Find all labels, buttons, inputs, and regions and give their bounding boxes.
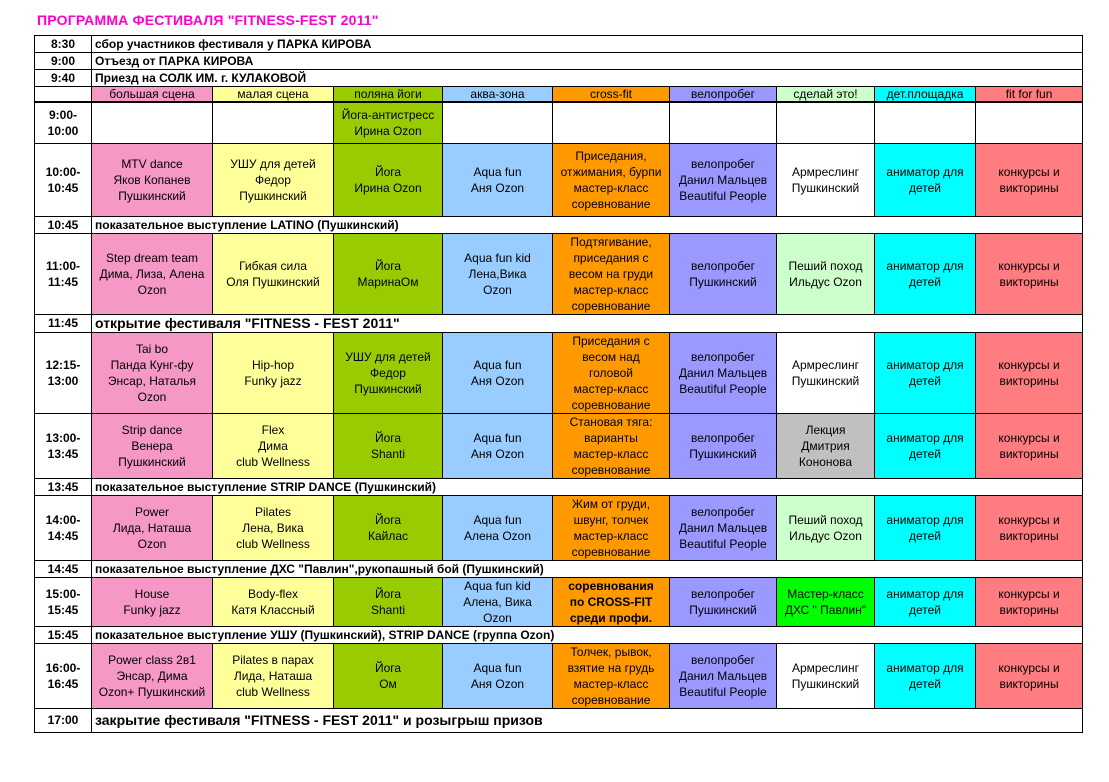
activity-cell: Жим от груди, швунг, толчек мастер-класс соревнование xyxy=(553,495,670,560)
activity-cell: Армреслинг Пушкинский xyxy=(777,332,875,413)
activity-cell xyxy=(553,102,670,143)
activity-cell: Гибкая сила Оля Пушкинский xyxy=(213,233,334,314)
activity-cell: Йога-антистресс Ирина Ozon xyxy=(334,102,443,143)
event-text: показательное выступление ДХС "Павлин",рукопашный бой (Пушкинский) xyxy=(92,560,1083,577)
activity-cell xyxy=(670,102,777,143)
activity-cell: Strip dance Венера Пушкинский xyxy=(92,413,213,478)
time-slot-row xyxy=(35,143,1083,216)
event-row xyxy=(35,560,1083,577)
event-row xyxy=(35,708,1083,732)
activity-cell xyxy=(875,102,976,143)
activity-cell: аниматор для детей xyxy=(875,495,976,560)
activity-cell: Йога Ом xyxy=(334,643,443,708)
activity-cell xyxy=(443,102,553,143)
intro-row xyxy=(35,36,1083,53)
activity-cell: Армреслинг Пушкинский xyxy=(777,143,875,216)
activity-cell: Становая тяга: варианты мастер-класс соревнование xyxy=(553,413,670,478)
activity-cell xyxy=(777,102,875,143)
activity-cell: Pilates Лена, Вика club Wellness xyxy=(213,495,334,560)
time-slot-row xyxy=(35,643,1083,708)
activity-cell: Step dream team Дима, Лиза, Алена Ozon xyxy=(92,233,213,314)
activity-cell: УШУ для детей Федор Пушкинский xyxy=(334,332,443,413)
activity-cell: Лекция Дмитрия Кононова xyxy=(777,413,875,478)
slot-time: 15:00- 15:45 xyxy=(35,577,92,626)
venue-header-row xyxy=(35,87,1083,103)
time-slot-row xyxy=(35,495,1083,560)
header-corner xyxy=(35,87,92,103)
activity-cell: аниматор для детей xyxy=(875,143,976,216)
activity-cell: конкурсы и викторины xyxy=(976,643,1083,708)
activity-cell: Йога Shanti xyxy=(334,577,443,626)
time-slot-row xyxy=(35,413,1083,478)
activity-cell xyxy=(213,102,334,143)
venue-header: сделай это! xyxy=(777,87,875,103)
venue-header: fit for fun xyxy=(976,87,1083,103)
slot-time: 14:45 xyxy=(35,560,92,577)
slot-time: 14:00- 14:45 xyxy=(35,495,92,560)
intro-text: Отъезд от ПАРКА КИРОВА xyxy=(92,53,1083,70)
activity-cell: УШУ для детей Федор Пушкинский xyxy=(213,143,334,216)
activity-cell: Йога Ирина Ozon xyxy=(334,143,443,216)
activity-cell: аниматор для детей xyxy=(875,332,976,413)
activity-cell: Hip-hop Funky jazz xyxy=(213,332,334,413)
activity-cell: Толчек, рывок, взятие на грудь мастер-класс соревнование xyxy=(553,643,670,708)
activity-cell: Tai bo Панда Кунг-фу Энсар, Наталья Ozon xyxy=(92,332,213,413)
intro-time: 9:00 xyxy=(35,53,92,70)
activity-cell: аниматор для детей xyxy=(875,413,976,478)
activity-cell: соревнования по CROSS-FIT среди профи. xyxy=(553,577,670,626)
intro-time: 8:30 xyxy=(35,36,92,53)
activity-cell: Пеший поход Ильдус Ozon xyxy=(777,233,875,314)
event-row xyxy=(35,478,1083,495)
event-text: показательное выступление LATINO (Пушкинский) xyxy=(92,216,1083,233)
slot-time: 13:45 xyxy=(35,478,92,495)
time-slot-row xyxy=(35,577,1083,626)
activity-cell: Aqua fun Аня Ozon xyxy=(443,332,553,413)
activity-cell xyxy=(976,102,1083,143)
activity-cell: Мастер-класс ДХС " Павлин" xyxy=(777,577,875,626)
activity-cell: конкурсы и викторины xyxy=(976,495,1083,560)
activity-cell: велопробег Данил Мальцев Beautiful People xyxy=(670,643,777,708)
slot-time: 10:00- 10:45 xyxy=(35,143,92,216)
activity-cell: Aqua fun Аня Ozon xyxy=(443,143,553,216)
activity-cell: Пеший поход Ильдус Ozon xyxy=(777,495,875,560)
slot-time: 9:00- 10:00 xyxy=(35,102,92,143)
venue-header: поляна йоги xyxy=(334,87,443,103)
activity-cell: велопробег Пушкинский xyxy=(670,577,777,626)
event-text: показательное выступление STRIP DANCE (Пушкинский) xyxy=(92,478,1083,495)
activity-cell: Aqua fun Аня Ozon xyxy=(443,413,553,478)
activity-cell: Aqua fun kid Лена,Вика Ozon xyxy=(443,233,553,314)
venue-header: cross-fit xyxy=(553,87,670,103)
event-text: открытие фестиваля "FITNESS - FEST 2011" xyxy=(92,314,1083,332)
time-slot-row xyxy=(35,102,1083,143)
activity-cell: конкурсы и викторины xyxy=(976,233,1083,314)
activity-cell: конкурсы и викторины xyxy=(976,577,1083,626)
activity-cell: Приседания с весом над головой мастер-класс соревнование xyxy=(553,332,670,413)
activity-cell: аниматор для детей xyxy=(875,643,976,708)
schedule-table xyxy=(34,35,1083,733)
activity-cell: Aqua fun kid Алена, Вика Ozon xyxy=(443,577,553,626)
venue-header: аква-зона xyxy=(443,87,553,103)
venue-header: дет.площадка xyxy=(875,87,976,103)
activity-cell: Pilates в парах Лида, Наташа club Wellness xyxy=(213,643,334,708)
activity-cell: Приседания, отжимания, бурпи мастер-класс соревнование xyxy=(553,143,670,216)
activity-cell: конкурсы и викторины xyxy=(976,143,1083,216)
intro-row xyxy=(35,53,1083,70)
venue-header: малая сцена xyxy=(213,87,334,103)
activity-cell: велопробег Пушкинский xyxy=(670,413,777,478)
slot-time: 11:45 xyxy=(35,314,92,332)
activity-cell: Йога Кайлас xyxy=(334,495,443,560)
time-slot-row xyxy=(35,332,1083,413)
slot-time: 10:45 xyxy=(35,216,92,233)
activity-cell: Подтягивание, приседания с весом на груди мастер-класс соревнование xyxy=(553,233,670,314)
activity-cell: велопробег Пушкинский xyxy=(670,233,777,314)
intro-time: 9:40 xyxy=(35,70,92,87)
slot-time: 11:00- 11:45 xyxy=(35,233,92,314)
venue-header: велопробег xyxy=(670,87,777,103)
activity-cell: Flex Дима club Wellness xyxy=(213,413,334,478)
intro-text: Приезд на СОЛК ИМ. г. КУЛАКОВОЙ xyxy=(92,70,1083,87)
time-slot-row xyxy=(35,233,1083,314)
intro-row xyxy=(35,70,1083,87)
event-text: закрытие фестиваля "FITNESS - FEST 2011" и розыгрыш призов xyxy=(92,708,1083,732)
activity-cell: конкурсы и викторины xyxy=(976,413,1083,478)
activity-cell: Армреслинг Пушкинский xyxy=(777,643,875,708)
activity-cell: MTV dance Яков Копанев Пушкинский xyxy=(92,143,213,216)
event-row xyxy=(35,626,1083,643)
venue-header: большая сцена xyxy=(92,87,213,103)
activity-cell: Йога Shanti xyxy=(334,413,443,478)
activity-cell xyxy=(92,102,213,143)
intro-text: сбор участников фестиваля у ПАРКА КИРОВА xyxy=(92,36,1083,53)
slot-time: 16:00- 16:45 xyxy=(35,643,92,708)
slot-time: 13:00- 13:45 xyxy=(35,413,92,478)
activity-cell: Йога МаринаОм xyxy=(334,233,443,314)
slot-time: 12:15- 13:00 xyxy=(35,332,92,413)
activity-cell: Body-flex Катя Классный xyxy=(213,577,334,626)
activity-cell: аниматор для детей xyxy=(875,577,976,626)
activity-cell: Aqua fun Аня Ozon xyxy=(443,643,553,708)
slot-time: 17:00 xyxy=(35,708,92,732)
event-row xyxy=(35,216,1083,233)
activity-cell: аниматор для детей xyxy=(875,233,976,314)
program-title: ПРОГРАММА ФЕСТИВАЛЯ "FITNESS-FEST 2011" xyxy=(37,12,379,28)
activity-cell: велопробег Данил Мальцев Beautiful People xyxy=(670,332,777,413)
activity-cell: House Funky jazz xyxy=(92,577,213,626)
activity-cell: Aqua fun Алена Ozon xyxy=(443,495,553,560)
slot-time: 15:45 xyxy=(35,626,92,643)
event-row xyxy=(35,314,1083,332)
activity-cell: велопробег Данил Мальцев Beautiful People xyxy=(670,143,777,216)
activity-cell: велопробег Данил Мальцев Beautiful People xyxy=(670,495,777,560)
activity-cell: Power Лида, Наташа Ozon xyxy=(92,495,213,560)
event-text: показательное выступление УШУ (Пушкинский), STRIP DANCE (группа Ozon) xyxy=(92,626,1083,643)
activity-cell: Power class 2в1 Энсар, Дима Ozon+ Пушкинский xyxy=(92,643,213,708)
activity-cell: конкурсы и викторины xyxy=(976,332,1083,413)
